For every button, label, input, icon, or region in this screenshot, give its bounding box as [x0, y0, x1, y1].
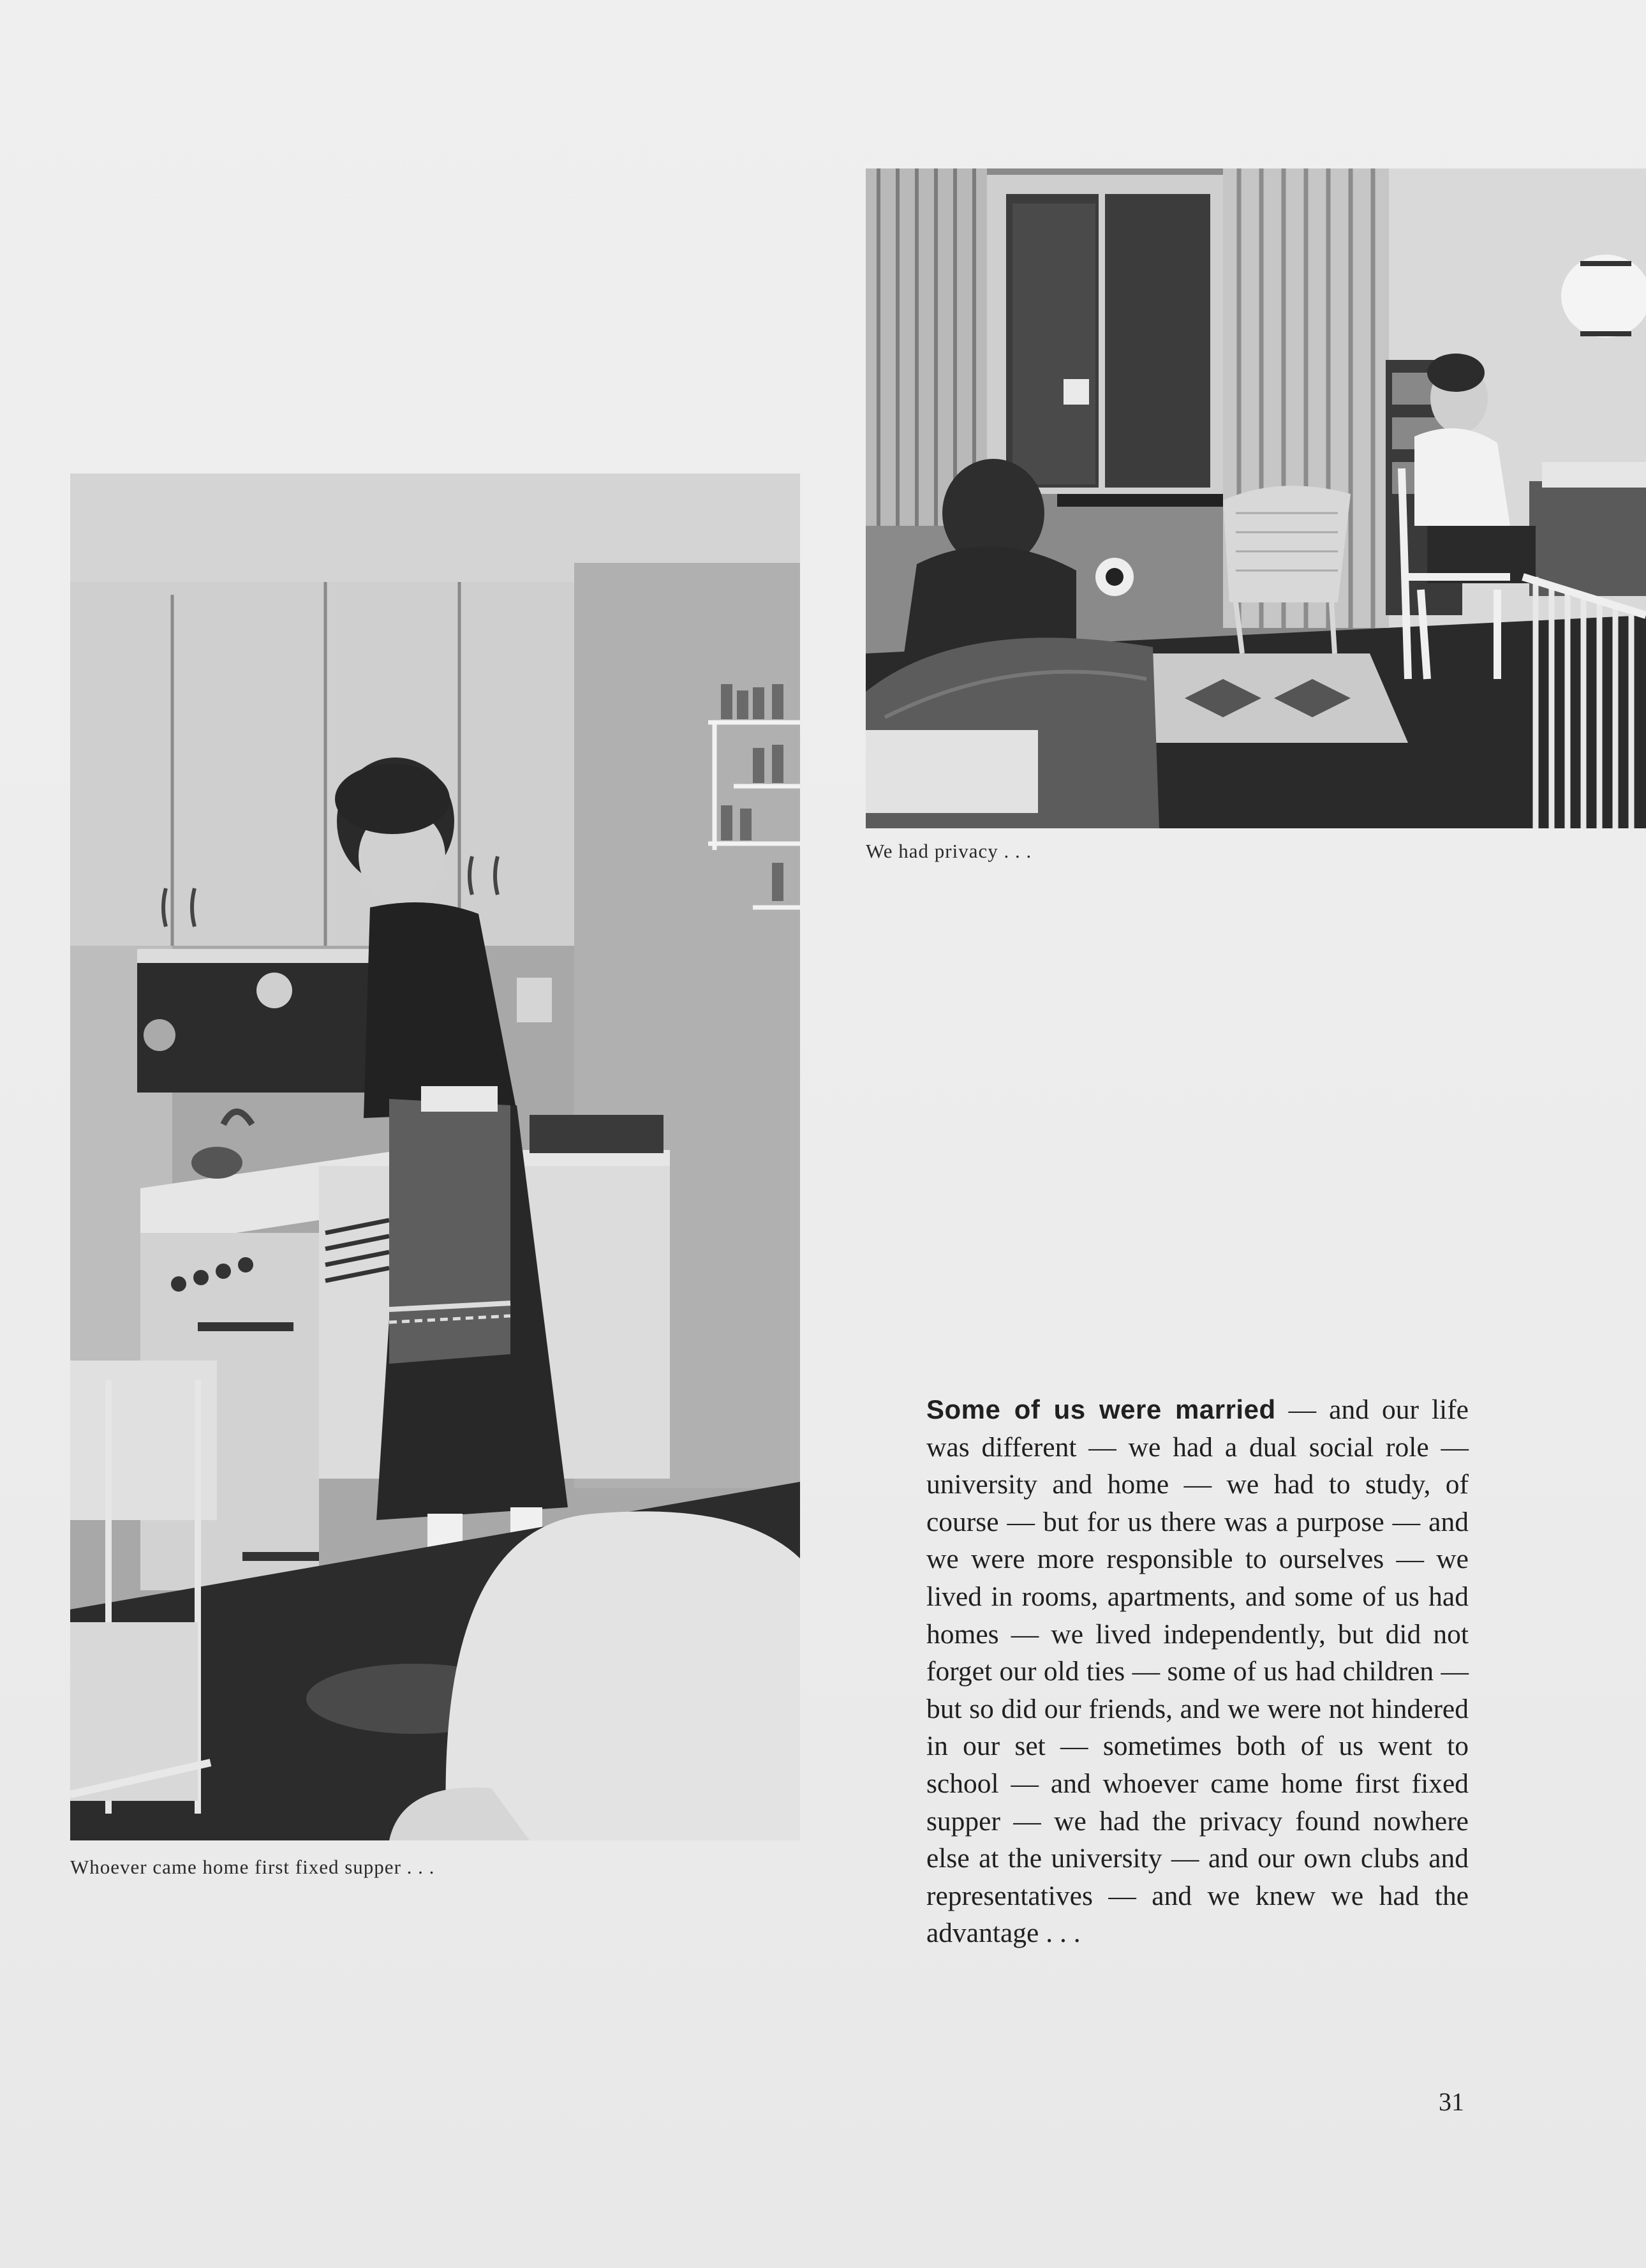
kitchen-photo: [70, 474, 800, 1840]
living-room-caption: We had privacy . . .: [866, 840, 1032, 862]
page-number: 31: [1439, 2087, 1464, 2116]
story-text: [926, 1391, 1469, 1952]
kitchen-caption: Whoever came home first fixed supper . . .: [70, 1856, 435, 1878]
living-room-photo: [866, 168, 1646, 828]
living-room-photo-illustration: [866, 168, 1646, 828]
kitchen-photo-illustration: [70, 474, 800, 1840]
story-body: — and our life was different — we had a dual social role — university and home — we had to study, of course — but for us there was a purpose — and we were more responsible to ourselves — we lived in rooms, apartments, and some of us had homes — we lived independently, but did not forget our old ties — some of us had children — but so did our friends, and we were not hindered in our set — sometimes both of us went to school — and whoever came home first fixed supper — we had the privacy found nowhere else at the university — and our own clubs and representatives — and we knew we had the advantage . . .: [926, 1394, 1469, 1949]
story-lead: Some of us were married: [926, 1394, 1276, 1424]
